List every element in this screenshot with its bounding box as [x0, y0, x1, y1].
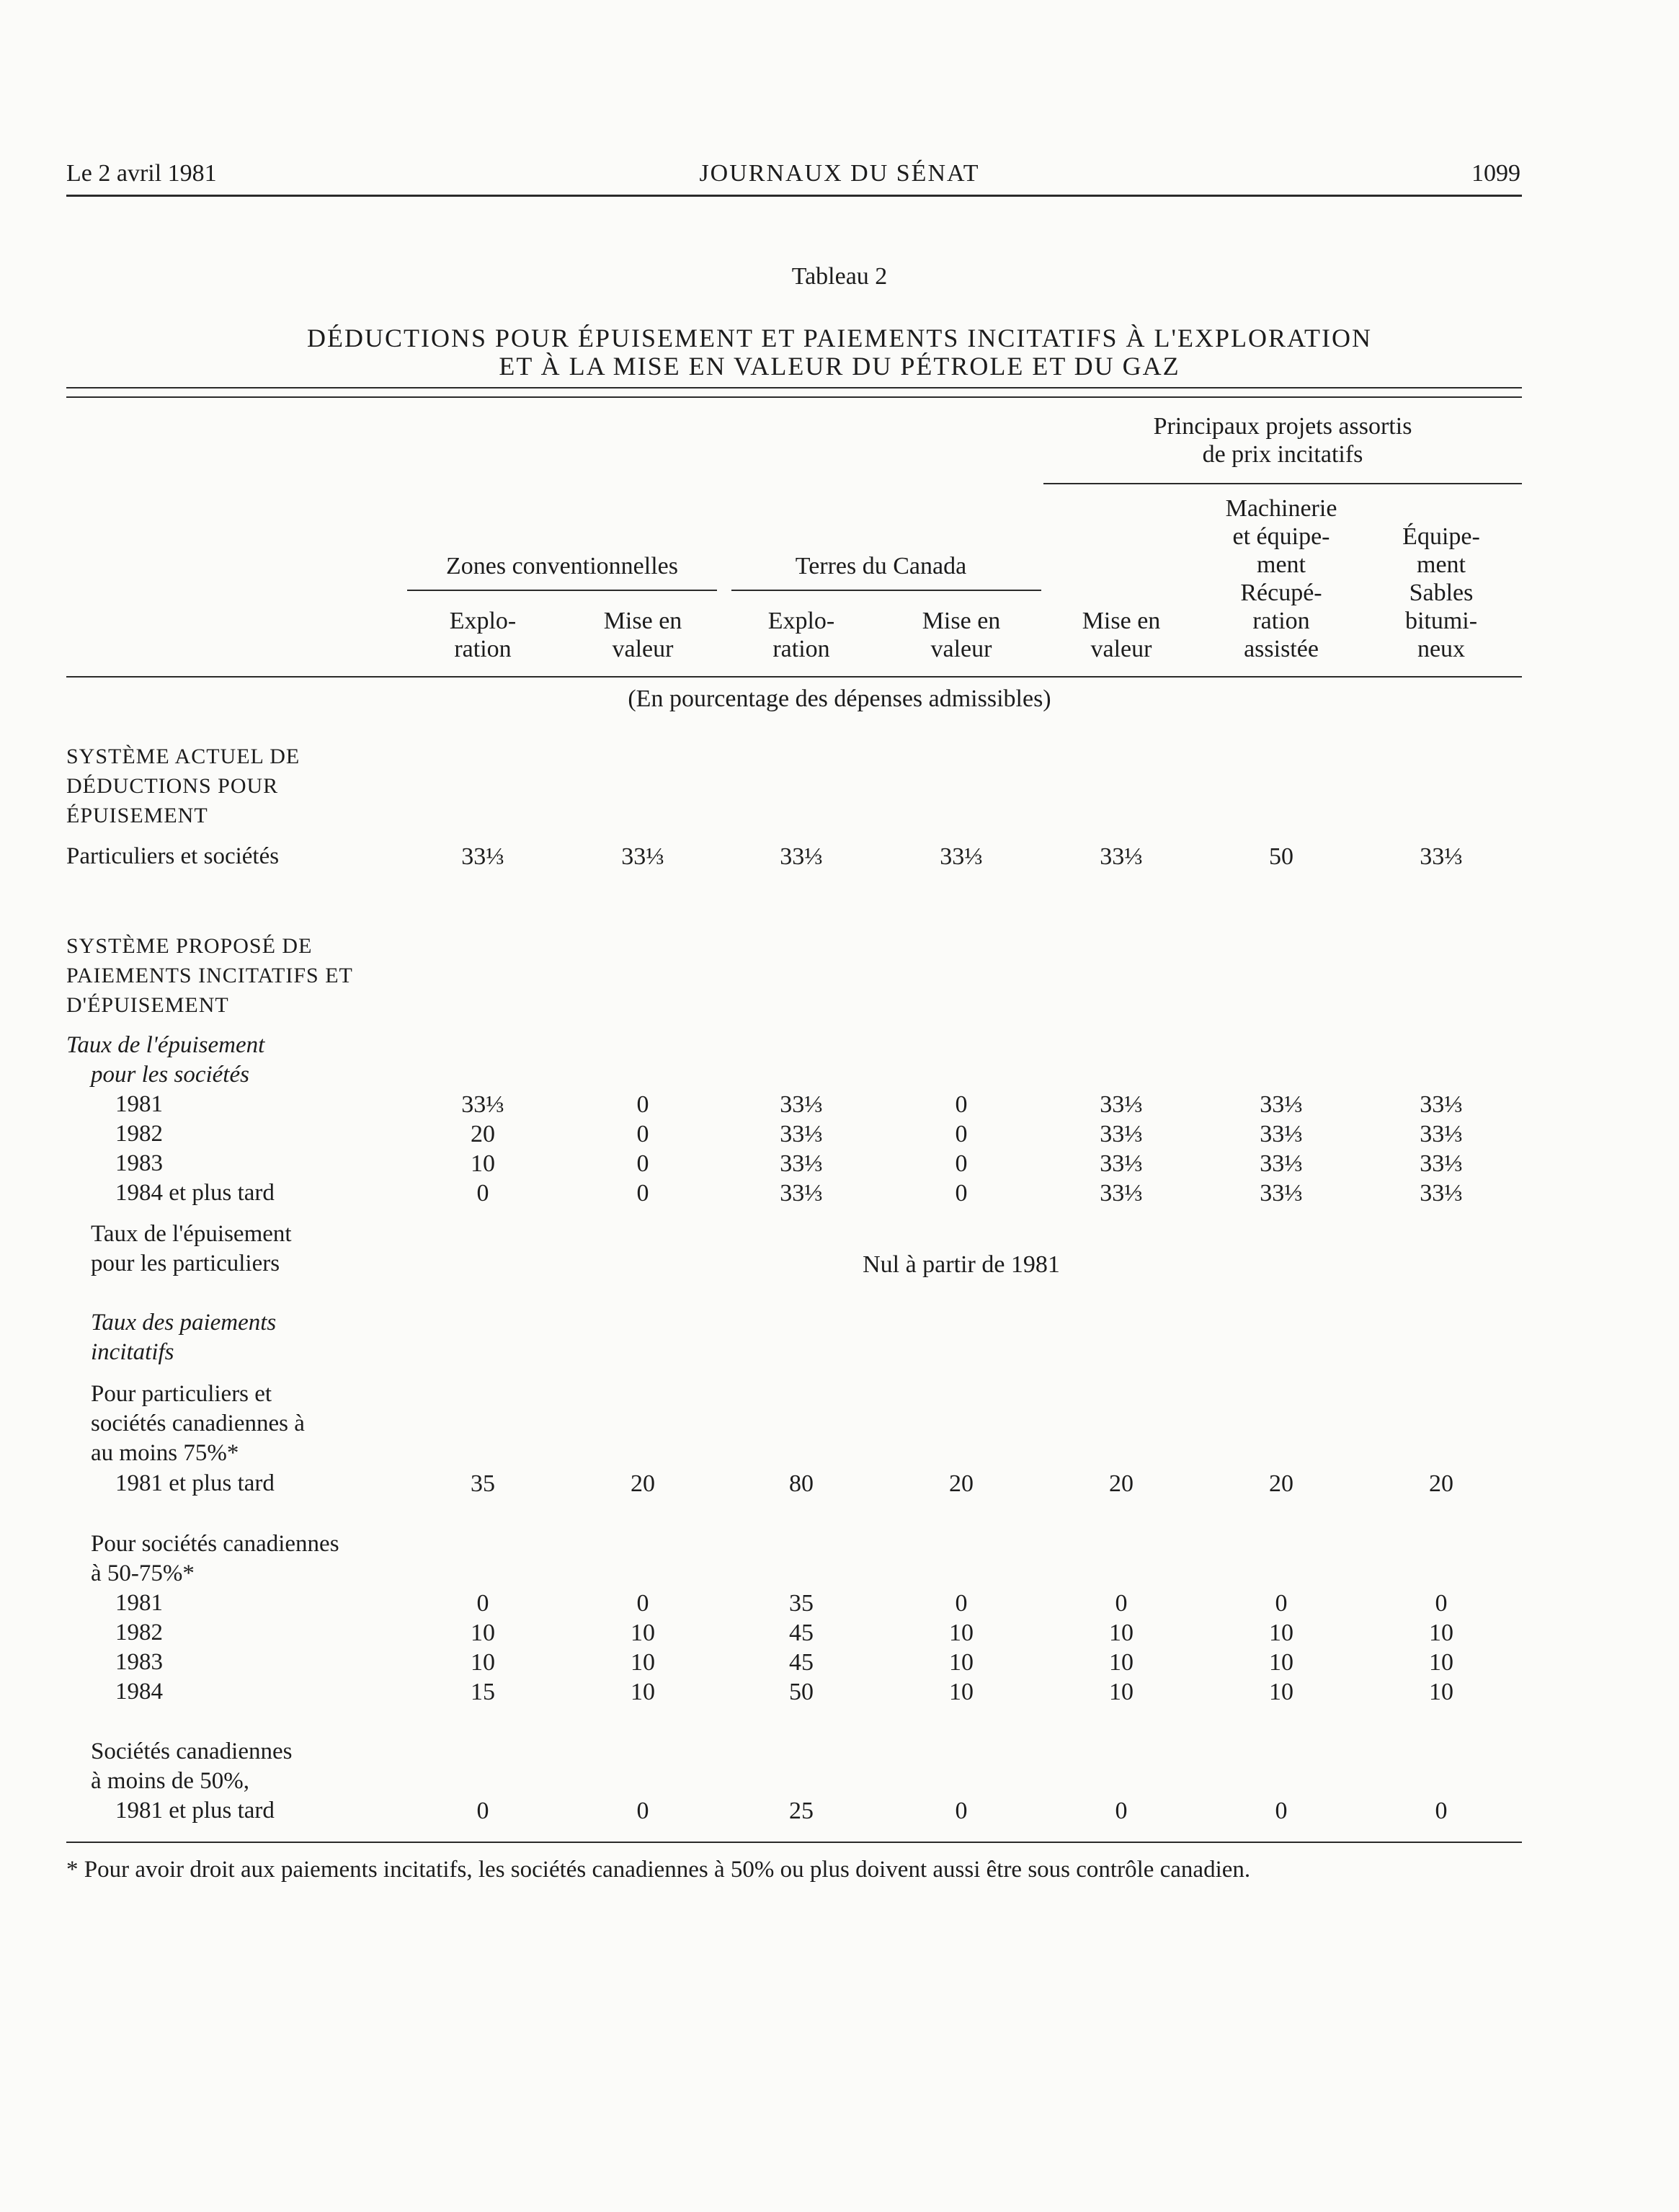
table-cell: 33⅓ [1100, 1121, 1143, 1147]
table-cell: 33⅓ [780, 843, 823, 870]
label-taux-epuisement-particuliers: Taux de l'épuisement pour les particuliers [91, 1221, 292, 1276]
row-label: 1983 [115, 1649, 163, 1675]
row-label: 1981 [115, 1091, 163, 1117]
table-cell: 10 [1109, 1679, 1134, 1705]
table-cell: 35 [471, 1470, 495, 1497]
group-header-zones: Zones conventionnelles [446, 553, 678, 579]
principaux-rule [1043, 483, 1522, 484]
header-journal: JOURNAUX DU SÉNAT [699, 160, 980, 187]
col-header-zones-mise-en-valeur: Mise en valeur [603, 608, 682, 662]
group-header-principaux: Principaux projets assortis de prix incitatifs [1153, 413, 1412, 468]
table-cell: 0 [1115, 1590, 1128, 1617]
table-cell: 33⅓ [461, 1091, 504, 1118]
units-note: (En pourcentage des dépenses admissibles) [628, 685, 1051, 712]
table-cell: 10 [471, 1150, 495, 1177]
row-label: 1981 et plus tard [115, 1470, 275, 1496]
table-cell: 33⅓ [780, 1150, 823, 1177]
table-cell: 80 [789, 1470, 814, 1497]
table-cell: 0 [955, 1121, 968, 1147]
table-cell: 33⅓ [1260, 1150, 1303, 1177]
label-group-50-75: Pour sociétés canadiennes à 50-75%* [91, 1531, 339, 1586]
table-cell: 15 [471, 1679, 495, 1705]
table-cell: 33⅓ [1100, 1150, 1143, 1177]
table-cell: 0 [955, 1150, 968, 1177]
col-header-zones-exploration: Explo- ration [449, 608, 517, 662]
row-label: Particuliers et sociétés [66, 843, 280, 869]
col-header-principaux-mise-en-valeur: Mise en valeur [1082, 608, 1161, 662]
table-cell: 33⅓ [940, 843, 983, 870]
table-cell: 0 [1275, 1798, 1288, 1824]
table-cell: 0 [636, 1590, 649, 1617]
table-cell: 33⅓ [1260, 1091, 1303, 1118]
table-cell: 33⅓ [1260, 1180, 1303, 1207]
table-cell: 33⅓ [780, 1180, 823, 1207]
table-cell: 10 [471, 1620, 495, 1646]
row-label: 1982 [115, 1620, 163, 1645]
table-cell: 0 [1275, 1590, 1288, 1617]
header-date: Le 2 avril 1981 [66, 160, 217, 187]
table-cell: 33⅓ [1100, 843, 1143, 870]
label-taux-epuisement-societes: Taux de l'épuisement pour les sociétés [66, 1032, 265, 1088]
table-cell: 0 [636, 1150, 649, 1177]
table-cell: 10 [1269, 1620, 1293, 1646]
table-cell: 0 [955, 1091, 968, 1118]
table-cell: 33⅓ [1420, 1150, 1463, 1177]
table-cell: 20 [631, 1470, 655, 1497]
table-cell: 0 [955, 1180, 968, 1207]
table-cell: 0 [1435, 1590, 1448, 1617]
table-cell: 0 [636, 1798, 649, 1824]
table-title-line1: DÉDUCTIONS POUR ÉPUISEMENT ET PAIEMENTS INCITATIFS À L'EXPLORATION [307, 324, 1372, 352]
table-cell: 33⅓ [1420, 843, 1463, 870]
table-caption: Tableau 2 [791, 263, 888, 290]
table-cell: 50 [1269, 843, 1293, 870]
terres-rule [731, 590, 1041, 591]
table-cell: 10 [631, 1620, 655, 1646]
col-header-sables-bitumineux: Équipe- ment Sables bitumi- neux [1402, 523, 1480, 662]
table-cell: 33⅓ [461, 843, 504, 870]
table-cell: 33⅓ [1420, 1121, 1463, 1147]
table-cell: 33⅓ [621, 843, 664, 870]
footnote: * Pour avoir droit aux paiements incitatifs, les sociétés canadiennes à 50% ou plus doivent aussi être sous contrôle canadien. [66, 1857, 1251, 1883]
header-page-number: 1099 [1471, 160, 1520, 187]
table-cell: 10 [1109, 1649, 1134, 1676]
table-cell: 10 [1109, 1620, 1134, 1646]
table-cell: 0 [955, 1798, 968, 1824]
table-cell: 0 [476, 1180, 489, 1207]
title-double-rule-top [66, 387, 1522, 388]
table-cell: 35 [789, 1590, 814, 1617]
label-group-moins-50: Sociétés canadiennes à moins de 50%, [91, 1738, 293, 1794]
table-cell: 0 [636, 1091, 649, 1118]
table-cell: 33⅓ [1100, 1180, 1143, 1207]
table-cell: 33⅓ [1420, 1180, 1463, 1207]
row-label: 1983 [115, 1150, 163, 1176]
col-header-terres-mise-en-valeur: Mise en valeur [922, 608, 1001, 662]
table-cell: 33⅓ [780, 1091, 823, 1118]
zones-rule [407, 590, 717, 591]
row-label: 1984 et plus tard [115, 1180, 275, 1206]
row-label: 1981 [115, 1590, 163, 1616]
table-cell: 25 [789, 1798, 814, 1824]
row-label: 1982 [115, 1121, 163, 1147]
table-cell: 45 [789, 1649, 814, 1676]
nul-a-partir-de-1981: Nul à partir de 1981 [863, 1251, 1060, 1278]
table-title-line2: ET À LA MISE EN VALEUR DU PÉTROLE ET DU GAZ [499, 352, 1180, 381]
table-cell: 0 [476, 1590, 489, 1617]
col-header-machinerie: Machinerie et équipe- ment Récupé- ration assistée [1225, 495, 1337, 662]
row-label: 1984 [115, 1679, 163, 1705]
group-header-terres: Terres du Canada [795, 553, 967, 579]
table-cell: 10 [949, 1679, 974, 1705]
label-taux-paiements-incitatifs: Taux des paiements incitatifs [91, 1310, 277, 1365]
table-cell: 0 [636, 1121, 649, 1147]
header-bottom-rule [66, 676, 1522, 678]
table-cell: 20 [471, 1121, 495, 1147]
table-cell: 20 [1109, 1470, 1134, 1497]
table-cell: 0 [476, 1798, 489, 1824]
table-cell: 33⅓ [1420, 1091, 1463, 1118]
label-group-75: Pour particuliers et sociétés canadiennes à au moins 75%* [91, 1381, 305, 1466]
table-cell: 10 [1429, 1649, 1453, 1676]
table-cell: 33⅓ [1260, 1121, 1303, 1147]
table-cell: 10 [1429, 1620, 1453, 1646]
section2-heading: SYSTÈME PROPOSÉ DE PAIEMENTS INCITATIFS ET D'ÉPUISEMENT [66, 934, 353, 1017]
row-label: 1981 et plus tard [115, 1798, 275, 1824]
table-bottom-rule [66, 1842, 1522, 1843]
table-cell: 45 [789, 1620, 814, 1646]
table-cell: 10 [1269, 1679, 1293, 1705]
col-header-terres-exploration: Explo- ration [767, 608, 835, 662]
section1-heading: SYSTÈME ACTUEL DE DÉDUCTIONS POUR ÉPUISEMENT [66, 745, 300, 827]
table-cell: 10 [631, 1649, 655, 1676]
table-cell: 0 [955, 1590, 968, 1617]
table-cell: 20 [949, 1470, 974, 1497]
table-cell: 10 [1269, 1649, 1293, 1676]
table-cell: 10 [949, 1620, 974, 1646]
table-cell: 10 [631, 1679, 655, 1705]
table-cell: 33⅓ [780, 1121, 823, 1147]
header-rule [66, 195, 1522, 197]
table-cell: 20 [1429, 1470, 1453, 1497]
table-cell: 0 [1435, 1798, 1448, 1824]
table-cell: 33⅓ [1100, 1091, 1143, 1118]
table-cell: 0 [1115, 1798, 1128, 1824]
table-cell: 50 [789, 1679, 814, 1705]
table-cell: 10 [949, 1649, 974, 1676]
table-cell: 0 [636, 1180, 649, 1207]
table-cell: 20 [1269, 1470, 1293, 1497]
table-cell: 10 [471, 1649, 495, 1676]
table-cell: 10 [1429, 1679, 1453, 1705]
title-double-rule-bottom [66, 396, 1522, 398]
